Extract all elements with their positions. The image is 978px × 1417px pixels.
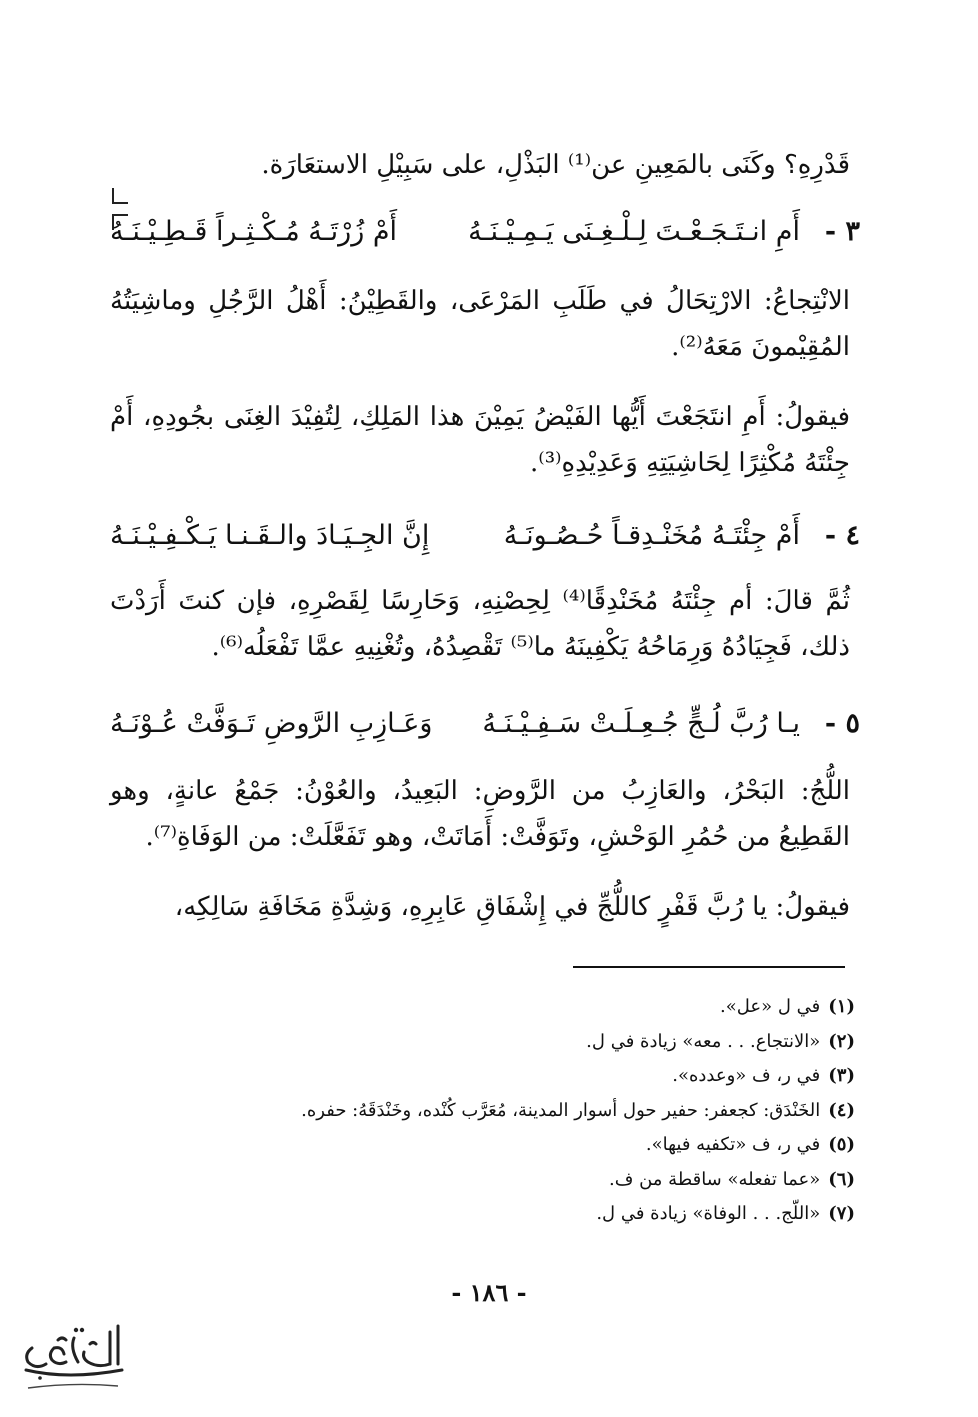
- paragraph-4: ثُمَّ قالَ: أم جِئْتَهُ مُخَنْدِقًا⁽⁴⁾ لِحِصْنِهِ، وَحَارِسًا لِقَصْرِهِ، فإن كنتَ أَرَدْتَ ذلك، فَجِيَادُهُ وَرِمَاحُهُ يَكْفِينَهُ ما⁽⁵⁾ تَقْصِدُهُ، وتُغْنِيهِ عمَّا تَفْعَلُه⁽⁶⁾.: [110, 586, 850, 662]
- verse-3: [110, 216, 860, 266]
- footnote-6: [200, 1163, 855, 1198]
- footnote-7: [200, 1197, 855, 1232]
- paragraph-5: اللُّجُ: البَحْرُ، والعَازِبُ من الرَّوضِ: البَعِيدُ، والعُوْنُ: جَمْعُ عانةٍ، وهو القَطِيعُ من حُمُرِ الوَحْشِ، وتَوَفَّتْ: أَمَاتَتْ، وهو تَفَعَّلَتْ: من الوَفَاةِ⁽⁷⁾.: [110, 776, 850, 852]
- footnote-4: [200, 1094, 855, 1129]
- footnote-3: [200, 1059, 855, 1094]
- verse-number: ٣ -: [824, 216, 860, 247]
- calligraphy-logo: [18, 1318, 128, 1398]
- footnote-text: «عما تفعله» ساقطة من ف.: [609, 1168, 821, 1190]
- footnote-number: (٣): [828, 1065, 855, 1086]
- paragraph-1: قَدْرِهِ؟ وكَنَى بالمَعِينِ عن⁽¹⁾ البَذْلِ، على سَبِيْلِ الاستعَارَة.: [261, 150, 850, 180]
- footnote-2: [200, 1025, 855, 1060]
- verse-hemistich-first: أَمْ جِئْتَـهُ مُخَنْـدِقـاً حُـصُـونَـهُ: [503, 520, 800, 551]
- footnote-1: [200, 990, 855, 1025]
- paragraph-6: فيقولُ: يا رُبَّ قَفْرٍ كاللُّجِّ في إِشْفَاقِ عَابِرِهِ، وَشِدَّةِ مَخَافَةِ سَالِكِه،: [174, 892, 850, 922]
- footnote-number: (١): [828, 996, 855, 1017]
- verse-number: ٥ -: [824, 708, 860, 739]
- footnote-text: «الانتجاع. . . معه» زيادة في ل.: [586, 1030, 821, 1052]
- paragraph-3: فيقولُ: أَمِ انتَجَعْتَ أَيُّها الفَيْضُ يَمِيْنَ هذا المَلِكِ، لِتُفِيْدَ الغِنَى بجُودِهِ، أَمْ جِئْتَهُ مُكْثِرًا لِحَاشِيَتِهِ وَعَدِيْدِهِ⁽³⁾.: [110, 402, 850, 478]
- verse-hemistich-second: إِنَّ الجِـيَـادَ والـقَـنـا يَـكْـفِـيْـنَـهُ: [110, 520, 430, 551]
- footnote-number: (٥): [828, 1134, 855, 1155]
- page-number: - ١٨٦ -: [451, 1278, 527, 1307]
- verse-hemistich-second: وَعَـازِبِ الرَّوضِ تَـوَفَّتْ عُـوْنَـهُ: [110, 708, 433, 739]
- verse-hemistich-first: أَمِ انـتَـجَـعْـتَ لِـلْـغِـنَى يَـمِـيْـنَـهُ: [468, 216, 800, 247]
- footnote-text: الخَنْدَق: كجعفر: حفير حول أسوار المدينة، مُعَرَّب كُنْده، وخَنْدَقَهُ: حفره.: [301, 1099, 821, 1121]
- footnote-5: [200, 1128, 855, 1163]
- footnote-separator: [573, 966, 845, 968]
- footnote-text: في ل «عل».: [720, 996, 821, 1017]
- paragraph-2: الانْتِجاعُ: الارْتِحَالُ في طَلَبِ المَرْعَى، والقَطِيْنُ: أَهْلُ الرَّجُلِ وماشِيَتُهُ المُقِيْمونَ مَعَهُ⁽²⁾.: [110, 286, 850, 362]
- verse-5: [110, 708, 860, 758]
- footnote-text: «اللّج. . . الوفاة» زيادة في ل.: [596, 1203, 821, 1224]
- footnote-number: (٢): [828, 1030, 855, 1052]
- verse-hemistich-second: أَمْ زُرْتَـهُ مُـكْـثِـراً قَـطِـيْـنَـهُ: [110, 216, 398, 247]
- verse-4: [110, 520, 860, 570]
- footnote-text: في ر، ف «وعدده».: [672, 1065, 821, 1086]
- footnote-number: (٧): [828, 1203, 855, 1224]
- footnote-number: (٤): [828, 1099, 855, 1121]
- margin-mark: [112, 188, 128, 204]
- footnote-number: (٦): [828, 1168, 855, 1190]
- footnotes: [200, 990, 855, 1232]
- verse-hemistich-first: يـا رُبَّ لُـجٍّ جُـعِـلَـتْ سَـفِـيْـنَـهُ: [482, 708, 800, 739]
- footnote-text: في ر، ف «تكفيه فيها».: [645, 1134, 821, 1155]
- verse-number: ٤ -: [824, 520, 860, 551]
